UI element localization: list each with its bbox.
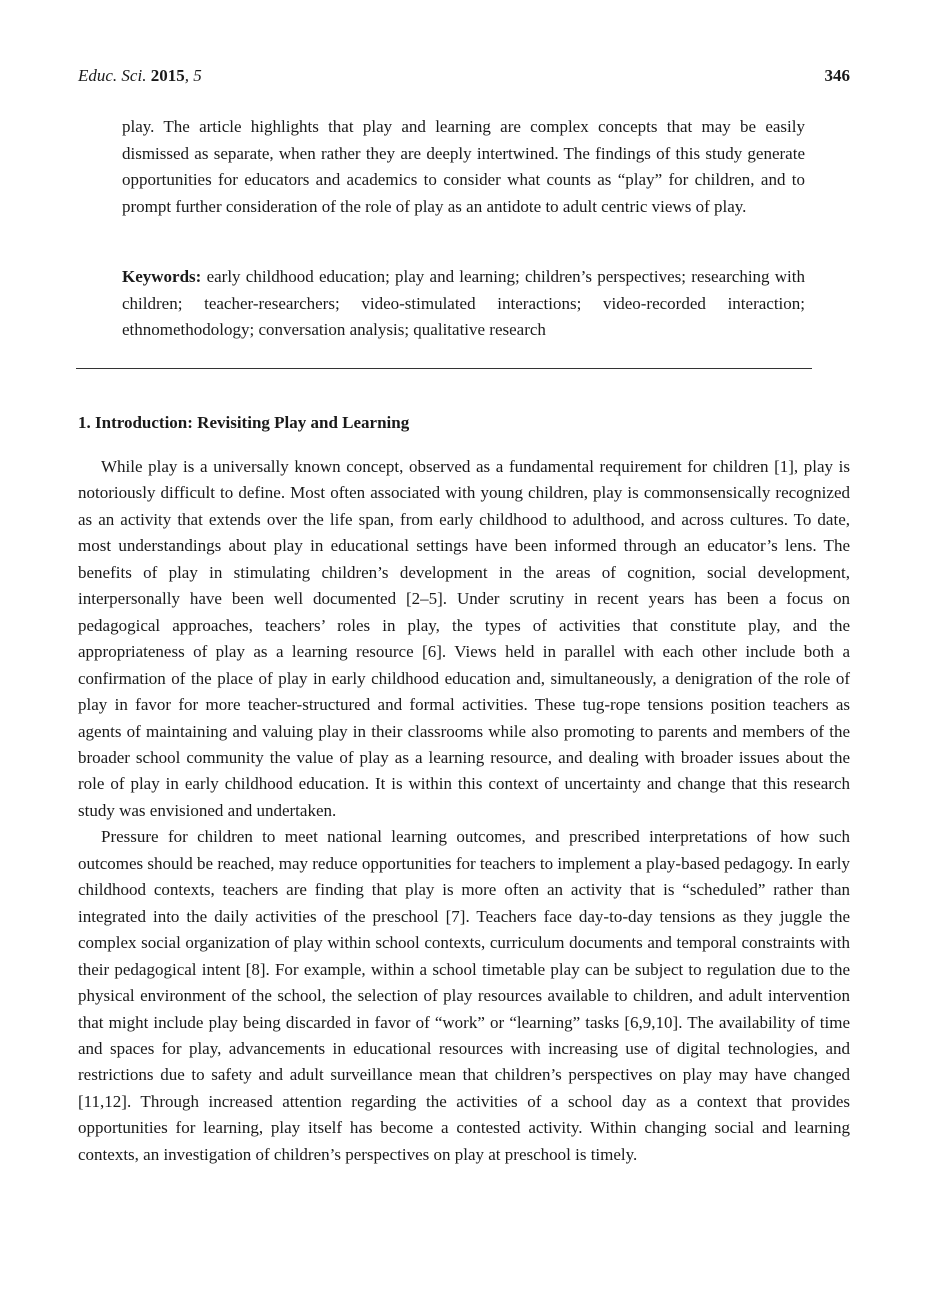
journal-year: 2015 [150,66,185,85]
journal-name: Educ. Sci. [78,66,147,85]
page-number: 346 [824,66,850,85]
section-body [78,454,850,1168]
journal-volume: 5 [193,66,202,85]
keywords-label: Keywords: [122,267,202,286]
abstract-continuation: play. The article highlights that play and learning are complex concepts that may be easily dismissed as separate, when rather they are deeply intertwined. The findings of this study generate opportunities for educators and academics to consider what counts as “play” for children, and to prompt further consideration of the role of play as an antidote to adult centric views of play. [122,117,805,216]
running-header [78,64,850,88]
section-divider [76,368,812,369]
body-paragraph: Pressure for children to meet national learning outcomes, and prescribed interpretations of how such outcomes should be reached, may reduce opportunities for teachers to implement a play-based pedagogy. In early childhood contexts, teachers are finding that play is more often an activity that is “scheduled” rather than integrated into the daily activities of the preschool [7]. Teachers face day-to-day tensions as they juggle the complex social organization of play within school contexts, curriculum documents and temporal constraints with their pedagogical intent [8]. For example, within a school timetable play can be subject to regulation due to the physical environment of the school, the selection of play resources available to children, and adult intervention that might include play being discarded in favor of “work” or “learning” tasks [6,9,10]. The availability of time and spaces for play, advancements in educational resources with increasing use of digital technologies, and restrictions due to safety and adult surveillance mean that children’s perspectives on play may have changed [11,12]. Through increased attention regarding the activities of a school day as a context that provides opportunities for learning, play itself has become a contested activity. Within changing social and learning contexts, an investigation of children’s perspectives on play at preschool is timely. [78,827,850,1164]
body-paragraph: While play is a universally known concept, observed as a fundamental requirement for children [1], play is notoriously difficult to define. Most often associated with young children, play is commonsensically recognized as an activity that extends over the life span, from early childhood to adulthood, and across cultures. To date, most understandings about play in educational settings have been informed through an educator’s lens. The benefits of play in stimulating children’s development in the areas of cognition, social development, interpersonally have been well documented [2–5]. Under scrutiny in recent years has been a focus on pedagogical approaches, teachers’ roles in play, the types of activities that constitute play, and the appropriateness of play as a learning resource [6]. Views held in parallel with each other include both a confirmation of the place of play in early childhood education and, simultaneously, a denigration of the role of play in favor for more teacher-structured and formal activities. These tug-rope tensions position teachers as agents of maintaining and valuing play in their classrooms while also promoting to parents and members of the broader school community the value of play as a learning resource, and dealing with broader issues about the role of play in early childhood education. It is within this context of uncertainty and change that this research study was envisioned and undertaken. [78,457,850,820]
keywords-block [122,264,805,344]
keywords-text: early childhood education; play and learning; children’s perspectives; researching with children; teacher-researchers; video-stimulated interactions; video-recorded interaction; ethnomethodology; conversation analysis; qualitative research [122,267,805,339]
journal-citation: Educ. Sci. 2015, 5 [78,66,202,85]
section-heading: 1. Introduction: Revisiting Play and Learning [78,413,410,432]
